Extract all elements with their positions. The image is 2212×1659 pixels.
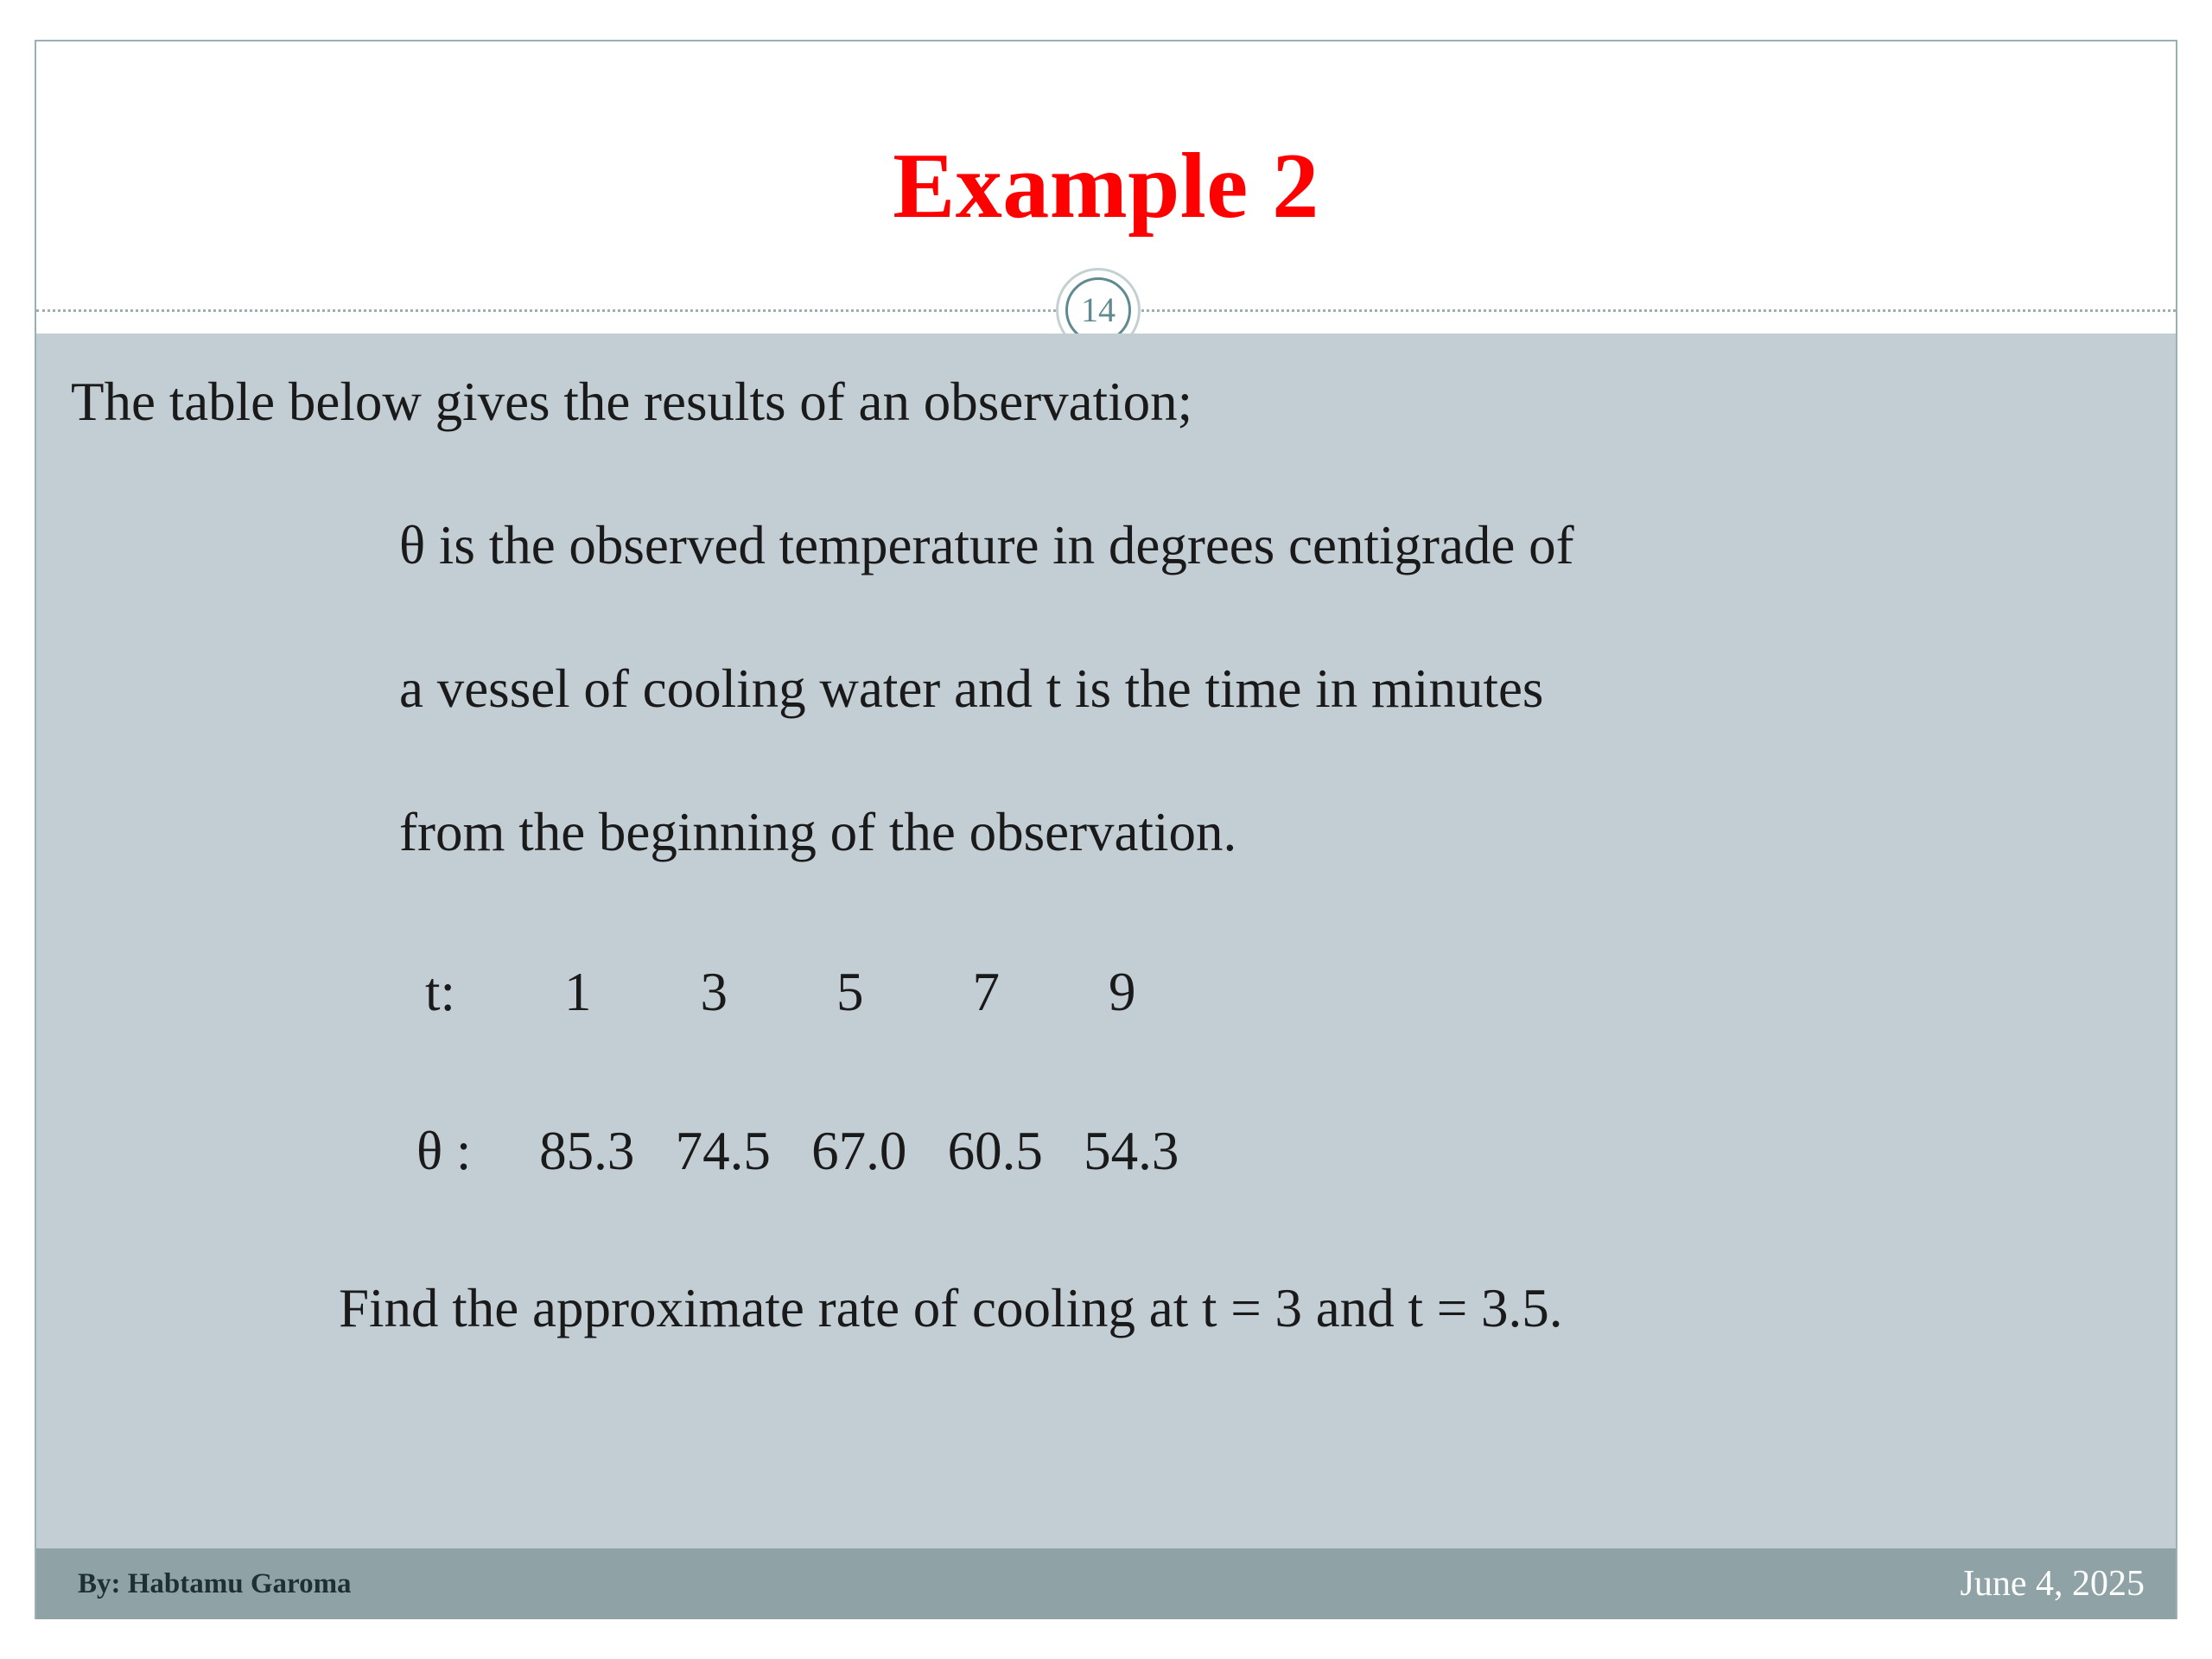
footer-date: June 4, 2025 (1960, 1564, 2145, 1604)
body-question: Find the approximate rate of cooling at t = 3 and t = 3.5. (339, 1277, 1563, 1338)
page-number: 14 (1081, 290, 1116, 329)
footer-author: By: Habtamu Garoma (78, 1567, 352, 1599)
data-row-theta: θ : 85.3 74.5 67.0 60.5 54.3 (416, 1120, 1179, 1181)
body-line-beginning: from the beginning of the observation. (399, 802, 1237, 863)
slide-footer (36, 1548, 2176, 1619)
body-line-theta-definition: θ is the observed temperature in degrees centigrade of (399, 515, 1574, 576)
slide-body (36, 334, 2176, 1548)
body-lead-text: The table below gives the results of an observation; (71, 372, 1193, 432)
data-row-t: t: 1 3 5 7 9 (425, 961, 1136, 1022)
page-title: Example 2 (893, 134, 1319, 238)
body-line-vessel: a vessel of cooling water and t is the time in minutes (399, 658, 1544, 720)
